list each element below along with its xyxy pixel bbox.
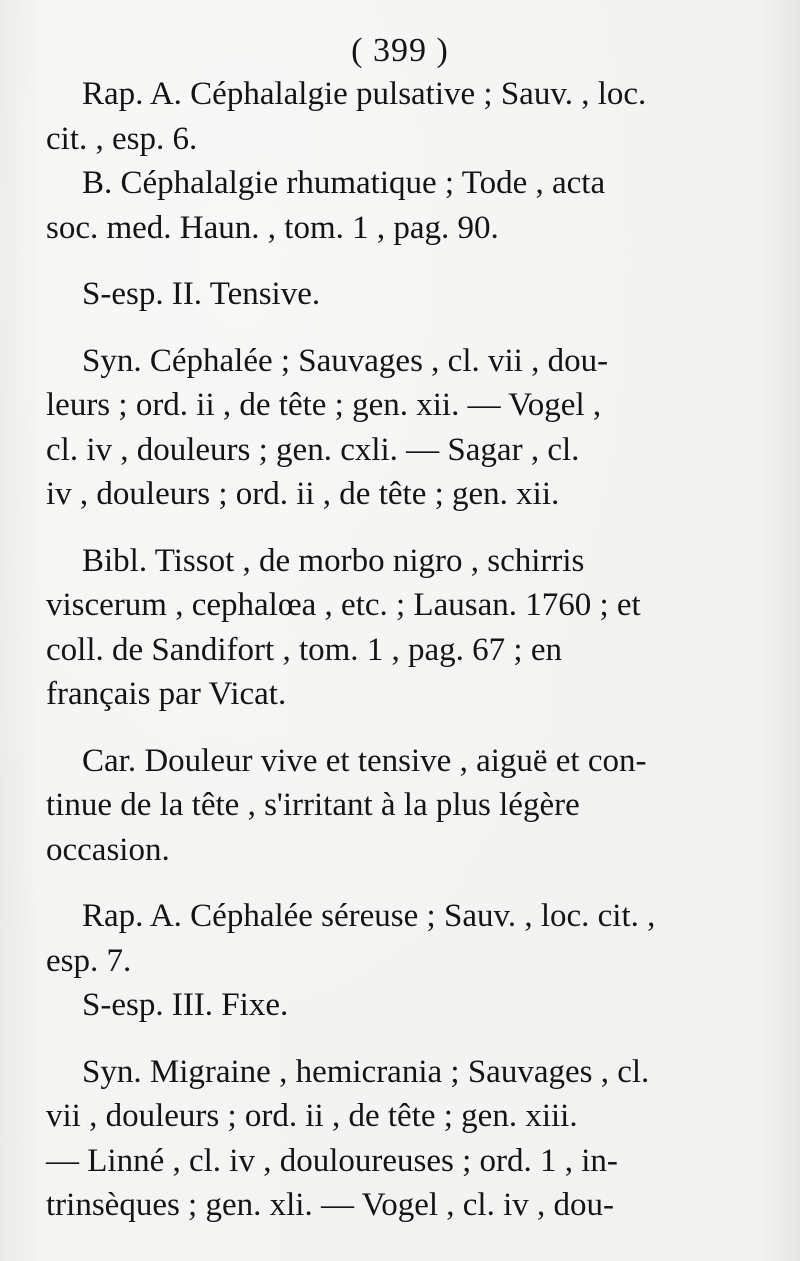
text-line: tinue de la tête , s'irritant à la plus légère — [46, 787, 580, 823]
page-number: ( 399 ) — [351, 32, 449, 69]
text-line: esp. 7. — [46, 942, 132, 979]
text-line: trinsèques ; gen. xli. — Vogel , cl. iv , dou- — [46, 1187, 614, 1223]
text-line: français par Vicat. — [46, 676, 287, 712]
text-line: — Linné , cl. iv , douloureuses ; ord. 1 , in- — [46, 1142, 618, 1179]
text-line: Syn. Migraine , hemicrania ; Sauvages , cl. — [82, 1053, 650, 1090]
text-line: Car. Douleur vive et tensive , aiguë et con- — [82, 742, 647, 779]
text-line: coll. de Sandifort , tom. 1 , pag. 67 ; en — [46, 631, 562, 668]
text-line: cl. iv , douleurs ; gen. cxli. — Sagar , cl. — [46, 431, 580, 468]
text-line: leurs ; ord. ii , de tête ; gen. xii. — Vogel , — [46, 387, 602, 423]
section-heading: S-esp. II. Tensive. — [82, 276, 321, 312]
text-line: viscerum , cephalœa , etc. ; Lausan. 1760 ; et — [46, 587, 641, 623]
text-line: Syn. Céphalée ; Sauvages , cl. vii , dou- — [82, 342, 609, 379]
text-line: B. Céphalalgie rhumatique ; Tode , acta — [82, 165, 606, 201]
text-line: cit. , esp. 6. — [46, 120, 198, 157]
text-line: Rap. A. Céphalée séreuse ; Sauv. , loc. cit. , — [82, 898, 656, 934]
text-line: soc. med. Haun. , tom. 1 , pag. 90. — [46, 209, 499, 246]
section-heading: S-esp. III. Fixe. — [82, 987, 289, 1023]
text-line: iv , douleurs ; ord. ii , de tête ; gen. xii. — [46, 476, 560, 512]
text-line: Rap. A. Céphalalgie pulsative ; Sauv. , loc. — [82, 76, 647, 112]
page-body — [46, 72, 666, 1228]
text-line: vii , douleurs ; ord. ii , de tête ; gen. xiii. — [46, 1098, 578, 1134]
text-line: occasion. — [46, 831, 170, 868]
text-line: Bibl. Tissot , de morbo nigro , schirris — [82, 542, 585, 579]
